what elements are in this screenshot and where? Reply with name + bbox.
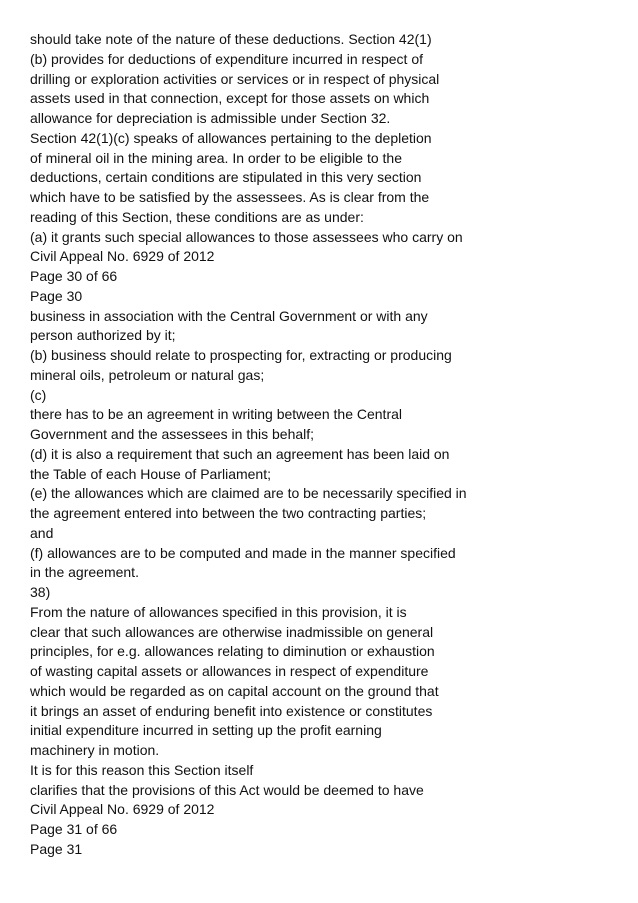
page-number: Page 31 xyxy=(30,840,83,857)
page-number: Page 30 xyxy=(30,287,83,304)
text-line: business in association with the Central Government or with any xyxy=(30,307,428,324)
text-line: drilling or exploration activities or services or in respect of physical xyxy=(30,70,440,87)
text-line: should take note of the nature of these deductions. Section 42(1) xyxy=(30,31,432,47)
text-line: (e) the allowances which are claimed are to be necessarily specified in xyxy=(30,485,467,502)
text-line: (a) it grants such special allowances to those assessees who carry on xyxy=(30,228,463,245)
text-line: of mineral oil in the mining area. In order to be eligible to the xyxy=(30,149,402,166)
text-line: person authorized by it; xyxy=(30,327,176,344)
text-line: mineral oils, petroleum or natural gas; xyxy=(30,366,265,383)
paragraph-number: 38) xyxy=(30,584,51,600)
page-count: Page 31 of 66 xyxy=(30,821,118,837)
text-line: which would be regarded as on capital account on the ground that xyxy=(30,682,439,699)
case-reference: Civil Appeal No. 6929 of 2012 xyxy=(30,248,215,265)
text-line: (c) xyxy=(30,386,47,403)
text-line: of wasting capital assets or allowances in respect of expenditure xyxy=(30,663,429,679)
text-line: assets used in that connection, except for those assets on which xyxy=(30,90,430,107)
text-line: it brings an asset of enduring benefit into existence or constitutes xyxy=(30,702,433,719)
text-line: deductions, certain conditions are stipulated in this very section xyxy=(30,169,422,186)
text-line: clarifies that the provisions of this Act would be deemed to have xyxy=(30,781,424,798)
text-line: From the nature of allowances specified in this provision, it is xyxy=(30,603,407,620)
text-line: which have to be satisfied by the assessees. As is clear from the xyxy=(30,189,430,205)
text-line: the agreement entered into between the two contracting parties; xyxy=(30,505,427,521)
text-line: (b) business should relate to prospecting for, extracting or producing xyxy=(30,347,452,363)
text-line: It is for this reason this Section itself xyxy=(30,761,254,778)
text-line: the Table of each House of Parliament; xyxy=(30,465,272,482)
text-line: (f) allowances are to be computed and made in the manner specified xyxy=(30,544,456,561)
case-reference: Civil Appeal No. 6929 of 2012 xyxy=(30,801,215,818)
text-line: Section 42(1)(c) speaks of allowances pertaining to the depletion xyxy=(30,129,432,146)
text-line: in the agreement. xyxy=(30,564,139,581)
text-line: reading of this Section, these conditions are as under: xyxy=(30,208,364,225)
text-line: initial expenditure incurred in setting up the profit earning xyxy=(30,722,382,739)
text-line: machinery in motion. xyxy=(30,742,160,758)
text-line: (d) it is also a requirement that such an agreement has been laid on xyxy=(30,445,450,462)
text-line: and xyxy=(30,524,54,541)
document-page xyxy=(30,30,630,860)
text-line: principles, for e.g. allowances relating to diminution or exhaustion xyxy=(30,643,435,660)
text-line: there has to be an agreement in writing between the Central xyxy=(30,406,403,423)
page-count: Page 30 of 66 xyxy=(30,268,118,284)
text-line: allowance for depreciation is admissible under Section 32. xyxy=(30,110,391,126)
text-line: clear that such allowances are otherwise inadmissible on general xyxy=(30,623,434,640)
text-line: Government and the assessees in this behalf; xyxy=(30,426,315,442)
text-line: (b) provides for deductions of expenditure incurred in respect of xyxy=(30,50,423,67)
